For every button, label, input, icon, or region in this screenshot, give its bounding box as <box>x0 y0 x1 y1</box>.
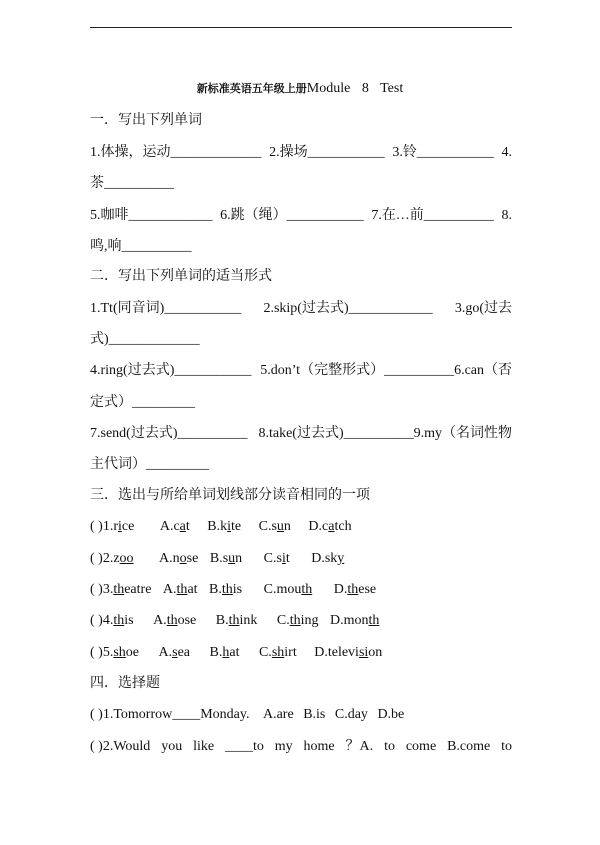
section2-line5 <box>90 425 512 443</box>
s2-item3: 3.go(过去 <box>454 301 512 316</box>
section2-line2: 式)_____________ <box>90 332 200 347</box>
s2-item1: 1.Tt(同音词)___________ <box>90 301 242 316</box>
s3-question-3: ( )3.theatre A.that B.this C.mouth D.these <box>90 582 377 597</box>
s2-item7: 7.send(过去式)__________ <box>90 426 248 441</box>
title-cn: 新标准英语五年级上册 <box>196 83 307 95</box>
section2-line4: 定式）_________ <box>90 395 195 410</box>
s1-item5: 5.咖啡____________ <box>90 208 213 223</box>
s1-item6: 6.跳（绳）___________ <box>220 208 364 223</box>
title-en: Module 8 Test <box>306 81 404 96</box>
section4-heading: 四．选择题 <box>90 676 160 691</box>
s3-question-5: ( )5.shoe A.sea B.hat C.shirt D.television <box>90 645 383 660</box>
section1-heading: 一．写出下列单词 <box>90 113 202 128</box>
section1-line1 <box>90 144 512 162</box>
s1-item2: 2.操场___________ <box>269 145 385 160</box>
s4-question-2: ( )2.Would you like ____to my home ？A. to come B.come to <box>90 739 512 754</box>
s1-item7: 7.在…前__________ <box>371 208 494 223</box>
section2-line3 <box>90 362 512 380</box>
s2-item5: 5.don’t（完整形式）__________6.can（否 <box>260 363 512 378</box>
s3-question-1: ( )1.rice A.cat B.kite C.sun D.catch <box>90 519 352 534</box>
top-rule <box>90 27 512 28</box>
s3-question-2: ( )2.zoo A.nose B.sun C.sit D.sky <box>90 551 345 566</box>
s2-item4: 4.ring(过去式)___________ <box>90 363 252 378</box>
section2-line6: 主代词）_________ <box>90 457 209 472</box>
page-title <box>0 80 600 97</box>
s3-question-4: ( )4.this A.those B.think C.thing D.month <box>90 613 380 628</box>
s1-item8: 8. <box>501 208 512 223</box>
section2-heading: 二．写出下列单词的适当形式 <box>90 269 272 284</box>
s1-item1: 1.体操，运动_____________ <box>90 145 262 160</box>
section3-heading: 三．选出与所给单词划线部分读音相同的一项 <box>90 488 370 503</box>
s2-item2: 2.skip(过去式)____________ <box>263 301 433 316</box>
s4-question-1: ( )1.Tomorrow____Monday. A.are B.is C.day D.be <box>90 707 405 722</box>
section1-line3 <box>90 207 512 225</box>
section2-line1 <box>90 300 512 318</box>
s1-item4: 4. <box>501 145 512 160</box>
section1-line4: 鸣,响__________ <box>90 239 192 254</box>
s1-item3: 3.铃___________ <box>392 145 494 160</box>
s2-item8: 8.take(过去式)__________9.my（名词性物 <box>258 426 512 441</box>
section1-line2: 茶__________ <box>90 176 174 191</box>
